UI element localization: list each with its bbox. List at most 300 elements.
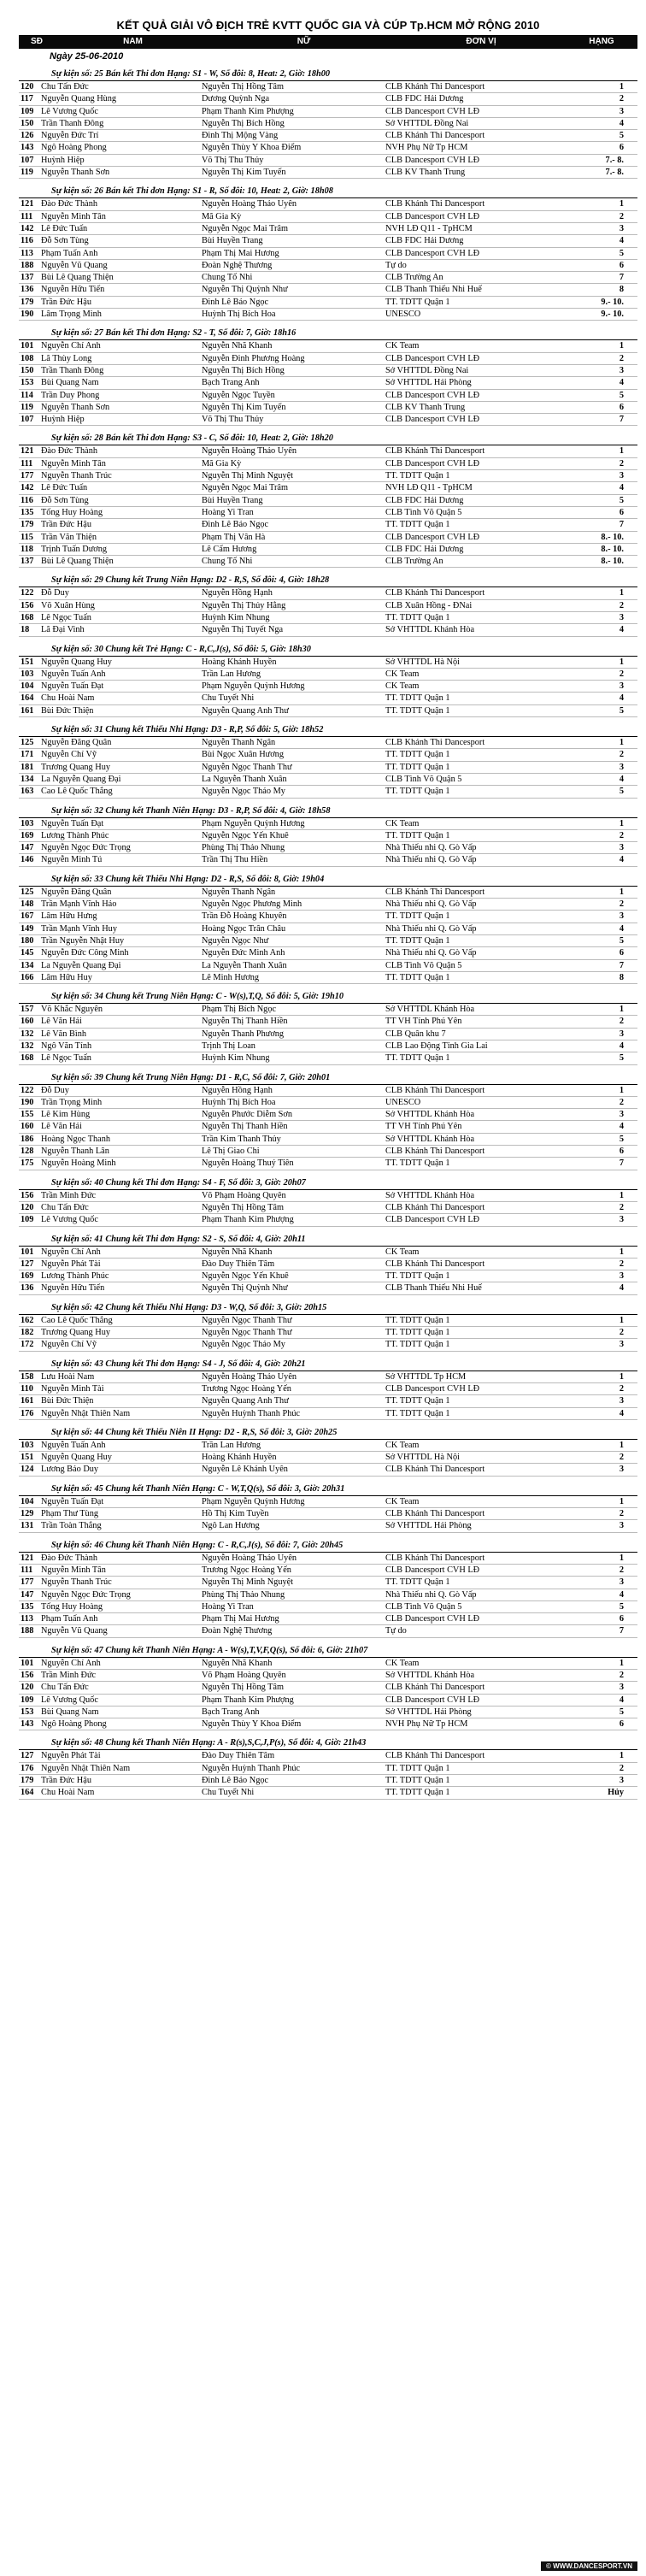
unit-name: CK Team [385,1496,420,1506]
male-dancer: Nguyễn Tuấn Đạt [41,681,104,692]
rank: 3 [619,106,624,116]
rank: 1 [619,1247,624,1257]
table-row [19,272,637,284]
male-dancer: Trương Quang Huy [41,1328,111,1338]
unit-name: CLB Khánh Thi Dancesport [385,1147,485,1157]
rank: 3 [619,471,624,481]
table-row [19,1097,637,1109]
female-dancer: Nguyễn Hồng Hạnh [202,1085,273,1095]
male-dancer: Chu Tấn Đức [41,1683,89,1693]
unit-name: CK Team [385,1247,420,1257]
female-dancer: Nguyễn Nhã Khanh [202,1247,273,1257]
unit-name: CLB Dancesport CVH LĐ [385,155,480,165]
unit-name: NVH Phụ Nữ Tp HCM [385,1719,468,1730]
female-dancer: Nguyễn Thị Bích Hồng [202,118,285,128]
table-row [19,1270,637,1282]
rank: 6 [619,143,624,153]
table-row [19,899,637,911]
rank: 7.- 8. [605,168,624,178]
table-row [19,1589,637,1601]
table-row [19,106,637,118]
female-dancer: Chu Tuyết Nhi [202,1788,255,1798]
female-dancer: Chu Tuyết Nhi [202,693,255,704]
unit-name: CLB Khánh Thi Dancesport [385,738,485,748]
event-title: Sự kiện số: 25 Bán kết Thi đơn Hạng: S1 - W, Số đôi: 8, Heat: 2, Giờ: 18h00 [19,62,637,81]
male-dancer: Nguyễn Nhật Thiên Nam [41,1408,131,1418]
table-row [19,1040,637,1052]
unit-name: TT. TDTT Quận 1 [385,1408,450,1418]
bib-number: 109 [21,106,34,116]
table-row [19,1315,637,1327]
table-row [19,445,637,457]
female-dancer: Trần Kim Thanh Thủy [202,1134,281,1144]
table-row [19,887,637,899]
table-row [19,762,637,774]
bib-number: 158 [21,1371,34,1382]
table-row [19,1670,637,1682]
event-section [19,867,637,984]
female-dancer: Nguyễn Thị Minh Nguyệt [202,1577,294,1588]
rank: 3 [619,1521,624,1531]
rank: 2 [619,458,624,469]
rank: 1 [619,1005,624,1015]
bib-number: 132 [21,1041,34,1051]
unit-name: CLB Khánh Thi Dancesport [385,1259,485,1269]
female-dancer: Nguyễn Thị Hồng Tâm [202,1202,285,1212]
male-dancer: Tống Huy Hoàng [41,1601,103,1612]
event-section [19,1170,637,1227]
rank: 8 [619,972,624,982]
table-row [19,911,637,923]
unit-name: CLB Khánh Thi Dancesport [385,131,485,141]
table-row [19,198,637,210]
female-dancer: Bạch Trang Anh [202,1707,260,1717]
female-dancer: Nguyễn Hoàng Thảo Uyên [202,199,297,209]
female-dancer: Trần Đỗ Hoàng Khuyên [202,911,287,922]
female-dancer: Nguyễn Thị Tuyết Nga [202,625,284,635]
bib-number: 150 [21,118,34,128]
event-title: Sự kiện số: 42 Chung kết Thiếu Nhi Hạng: D3 - W,Q, Số đôi: 3, Giờ: 20h15 [19,1295,637,1315]
bib-number: 153 [21,378,34,388]
unit-name: TT. TDTT Quận 1 [385,520,450,530]
bib-number: 18 [21,625,30,635]
rank: 2 [619,600,624,610]
rank: 1 [619,82,624,91]
female-dancer: Phạm Nguyễn Quỳnh Hương [202,818,305,828]
table-row [19,1601,637,1613]
male-dancer: Chu Hoài Nam [41,1788,95,1798]
rank: 2 [619,1565,624,1575]
male-dancer: Nguyễn Chí Anh [41,1247,101,1257]
male-dancer: Bùi Lê Quang Thiện [41,273,114,283]
bib-number: 164 [21,1788,34,1798]
table-row [19,854,637,866]
unit-name: Nhà Thiếu nhi Q. Gò Vấp [385,948,477,958]
unit-name: TT. TDTT Quận 1 [385,1271,450,1282]
male-dancer: Lương Bảo Duy [41,1465,99,1475]
table-row [19,842,637,854]
rank: 1 [619,887,624,897]
unit-name: Sở VHTTDL Khánh Hòa [385,1190,475,1200]
rank: 3 [619,612,624,622]
bib-number: 128 [21,1147,34,1157]
male-dancer: Hoàng Ngọc Thanh [41,1134,111,1144]
table-row [19,309,637,321]
rank: 1 [619,1440,624,1450]
table-row [19,705,637,717]
rank: 4 [619,855,624,865]
female-dancer: Đào Duy Thiên Tâm [202,1751,275,1761]
male-dancer: Trần Đức Hậu [41,520,91,530]
event-section [19,637,637,717]
unit-name: NVH Phụ Nữ Tp HCM [385,143,468,153]
unit-name: CK Team [385,341,420,351]
rank: 2 [619,1097,624,1107]
female-dancer: Nguyễn Ngọc Phương Minh [202,899,302,910]
male-dancer: Lâm Hữu Hưng [41,911,97,922]
bib-number: 103 [21,669,34,679]
female-dancer: Đoàn Nghệ Thương [202,260,273,270]
table-row [19,1259,637,1270]
female-dancer: Nguyễn Thị Kim Tuyến [202,402,286,412]
unit-name: TT. TDTT Quận 1 [385,935,450,946]
male-dancer: Võ Khắc Nguyên [41,1005,103,1015]
bib-number: 120 [21,82,34,91]
female-dancer: La Nguyễn Thanh Xuân [202,774,287,784]
male-dancer: Trần Mạnh Vĩnh Hảo [41,899,117,910]
bib-number: 107 [21,415,34,425]
male-dancer: Nguyễn Nhật Thiên Nam [41,1763,131,1773]
table-row [19,93,637,105]
rank: 5 [619,390,624,400]
male-dancer: Cao Lê Quốc Thắng [41,1315,113,1325]
unit-name: Nhà Thiếu nhi Q. Gò Vấp [385,855,477,865]
unit-name: Nhà Thiếu nhi Q. Gò Vấp [385,923,477,934]
bib-number: 172 [21,1340,34,1350]
male-dancer: Lê Vương Quốc [41,1215,98,1225]
female-dancer: Trần Lan Hương [202,669,261,679]
table-row [19,81,637,93]
female-dancer: Nguyễn Hoàng Thảo Uyên [202,1553,297,1563]
female-dancer: Nguyễn Quang Anh Thư [202,705,289,716]
rank: 6 [619,948,624,958]
female-dancer: Huỳnh Thị Bích Hoa [202,1097,276,1107]
table-row [19,1085,637,1097]
table-row [19,365,637,377]
male-dancer: Nguyễn Chí Anh [41,1658,101,1668]
rank: 5 [619,1134,624,1144]
female-dancer: Lê Cẩm Hương [202,544,257,554]
unit-name: CLB Khánh Thi Dancesport [385,1553,485,1563]
male-dancer: Nguyễn Chí Vỹ [41,750,97,760]
bib-number: 160 [21,1122,34,1132]
unit-name: TT. TDTT Quận 1 [385,471,450,481]
bib-number: 111 [21,458,33,469]
bib-number: 135 [21,1601,34,1612]
male-dancer: Nguyễn Chí Vỹ [41,1340,97,1350]
table-row [19,669,637,681]
bib-number: 101 [21,341,34,351]
rank: 3 [619,1577,624,1588]
bib-number: 103 [21,1440,34,1450]
female-dancer: Dương Quỳnh Nga [202,94,270,104]
rank: 9.- 10. [601,297,624,307]
rank: 2 [619,1383,624,1394]
rank: 1 [619,1315,624,1325]
male-dancer: La Nguyễn Quang Đại [41,960,121,970]
rank: 1 [619,446,624,457]
table-header [19,35,637,49]
male-dancer: Võ Xuân Hùng [41,600,95,610]
bib-number: 149 [21,923,34,934]
table-row [19,223,637,235]
bib-number: 155 [21,1110,34,1120]
event-section [19,1352,637,1420]
table-row [19,1763,637,1775]
male-dancer: Lê Ngọc Tuấn [41,1053,91,1064]
unit-name: CLB Quân khu 7 [385,1029,446,1039]
male-dancer: Đào Đức Thành [41,446,98,457]
rank: 3 [619,1465,624,1475]
unit-name: CLB Dancesport CVH LĐ [385,1565,480,1575]
male-dancer: Nguyễn Thanh Trúc [41,1577,112,1588]
female-dancer: Đinh Thị Mộng Vàng [202,131,279,141]
unit-name: Sở VHTTDL Khánh Hòa [385,1005,475,1015]
bib-number: 179 [21,297,34,307]
female-dancer: Nguyễn Thị Kim Tuyến [202,168,286,178]
table-row [19,1553,637,1565]
bib-number: 104 [21,1496,34,1506]
unit-name: TT. TDTT Quận 1 [385,693,450,704]
bib-number: 147 [21,843,34,853]
bib-number: 119 [21,402,33,412]
table-row [19,1718,637,1730]
unit-name: Sở VHTTDL Khánh Hòa [385,625,475,635]
table-row [19,248,637,260]
rank: 4 [619,236,624,246]
female-dancer: Hoàng Khánh Huyền [202,1453,277,1463]
rank: 1 [619,657,624,667]
rank: 1 [619,818,624,828]
unit-name: CLB Khánh Thi Dancesport [385,1509,485,1519]
male-dancer: Trần Thanh Đông [41,118,104,128]
bib-number: 190 [21,1097,34,1107]
bib-number: 166 [21,972,34,982]
table-row [19,260,637,272]
male-dancer: Lê Văn Hải [41,1017,82,1027]
table-row [19,624,637,636]
female-dancer: Phạm Thị Mai Hương [202,248,279,258]
bib-number: 104 [21,681,34,692]
bib-number: 167 [21,911,34,922]
bib-number: 161 [21,705,34,716]
table-row [19,1707,637,1718]
female-dancer: Phạm Thị Vân Hà [202,532,266,542]
rank: 7 [619,520,624,530]
unit-name: CLB Lao Động Tỉnh Gia Lai [385,1041,488,1051]
unit-name: CLB Khánh Thi Dancesport [385,1751,485,1761]
female-dancer: Trần Lan Hương [202,1440,261,1450]
unit-name: CK Team [385,1440,420,1450]
female-dancer: Phạm Thanh Kim Phượng [202,1215,294,1225]
male-dancer: Trần Duy Phong [41,390,100,400]
rank: 9.- 10. [601,309,624,320]
table-row [19,972,637,984]
unit-name: CLB Khánh Thi Dancesport [385,1085,485,1095]
rank: 1 [619,199,624,209]
rank: 3 [619,365,624,375]
table-row [19,600,637,612]
female-dancer: Đào Duy Thiên Tâm [202,1259,275,1269]
footer-url[interactable]: © WWW.DANCESPORT.VN [541,2561,637,2571]
rank: 6 [619,1147,624,1157]
unit-name: NVH LĐ Q11 - TpHCM [385,483,473,493]
bib-number: 113 [21,1614,33,1624]
male-dancer: Nguyễn Phát Tài [41,1259,101,1269]
rank: 3 [619,1110,624,1120]
rank: 2 [619,1763,624,1773]
male-dancer: Lê Kim Hùng [41,1110,91,1120]
table-row [19,1282,637,1294]
rank: 4 [619,378,624,388]
table-row [19,749,637,761]
rank: 3 [619,1396,624,1406]
bib-number: 168 [21,1053,34,1064]
unit-name: TT. TDTT Quận 1 [385,1340,450,1350]
female-dancer: Nguyễn Thị Thanh Hiền [202,1122,288,1132]
male-dancer: Nguyễn Tuấn Đạt [41,818,104,828]
male-dancer: Phạm Tuấn Anh [41,248,98,258]
rank: 2 [619,750,624,760]
male-dancer: Nguyễn Minh Tài [41,1383,104,1394]
bib-number: 169 [21,830,34,840]
bib-number: 176 [21,1408,34,1418]
male-dancer: Trần Đức Hậu [41,297,91,307]
event-title: Sự kiện số: 27 Bán kết Thi đơn Hạng: S2 - T, Số đôi: 7, Giờ: 18h16 [19,321,637,340]
unit-name: CLB FDC Hải Dương [385,236,464,246]
female-dancer: Đinh Lê Bảo Ngọc [202,297,269,307]
male-dancer: Trần Nguyễn Nhật Huy [41,935,125,946]
table-row [19,1371,637,1383]
male-dancer: Nguyễn Minh Tú [41,855,103,865]
bib-number: 115 [21,532,33,542]
table-row [19,1613,637,1625]
bib-number: 188 [21,260,34,270]
rank: 2 [619,669,624,679]
unit-name: Sở VHTTDL Đồng Nai [385,118,469,128]
event-title: Sự kiện số: 30 Chung kết Trẻ Hạng: C - R,C,J(s), Số đôi: 5, Giờ: 18h30 [19,637,637,657]
bib-number: 186 [21,1134,34,1144]
bib-number: 180 [21,935,34,946]
male-dancer: Cao Lê Quốc Thắng [41,787,113,797]
table-row [19,507,637,519]
male-dancer: Nguyễn Hữu Tiến [41,1283,105,1294]
bib-number: 136 [21,1283,34,1294]
rank: 6 [619,260,624,270]
bib-number: 116 [21,236,33,246]
female-dancer: Huỳnh Thị Bích Hoa [202,309,276,320]
bib-number: 107 [21,155,34,165]
female-dancer: Bùi Huyền Trang [202,495,263,505]
rank: 2 [619,1328,624,1338]
rank: 5 [619,787,624,797]
female-dancer: Nguyễn Thị Hồng Tâm [202,1683,285,1693]
bib-number: 129 [21,1509,34,1519]
unit-name: CLB Dancesport CVH LĐ [385,1614,480,1624]
female-dancer: Nguyễn Nhã Khanh [202,1658,273,1668]
rank: 4 [619,1589,624,1600]
female-dancer: Đoàn Nghệ Thương [202,1626,273,1636]
male-dancer: Trần Minh Đức [41,1670,97,1680]
female-dancer: Trần Thị Thu Hiền [202,855,268,865]
female-dancer: Nguyễn Ngọc Như [202,935,269,946]
male-dancer: Trần Minh Đức [41,1190,97,1200]
header-name: NAM [123,37,143,46]
table-row [19,532,637,544]
bib-number: 122 [21,588,34,598]
bib-number: 109 [21,1695,34,1705]
table-row [19,923,637,935]
male-dancer: Ngô Hoàng Phong [41,143,107,153]
bib-number: 103 [21,818,34,828]
female-dancer: Hoàng Yi Tran [202,1601,254,1612]
female-dancer: Nguyễn Thị Bích Hồng [202,365,285,375]
male-dancer: Trần Toàn Thắng [41,1521,102,1531]
female-dancer: Phạm Thanh Kim Phượng [202,106,294,116]
table-row [19,1052,637,1064]
male-dancer: Đỗ Sơn Tùng [41,236,89,246]
male-dancer: Bùi Lê Quang Thiện [41,557,114,567]
unit-name: Sở VHTTDL Hải Phòng [385,1521,472,1531]
unit-name: CLB Khánh Thi Dancesport [385,199,485,209]
rank: 6 [619,507,624,517]
bib-number: 126 [21,131,34,141]
male-dancer: Trương Quang Huy [41,762,111,772]
male-dancer: Lê Vương Quốc [41,106,98,116]
header-rank: HẠNG [589,37,614,46]
unit-name: UNESCO [385,1097,421,1107]
unit-name: CLB Dancesport CVH LĐ [385,390,480,400]
event-section [19,321,637,426]
male-dancer: Nguyễn Quang Huy [41,1453,112,1463]
female-dancer: Nguyễn Nhã Khanh [202,341,273,351]
table-row [19,1395,637,1407]
female-dancer: Nguyễn Ngọc Tuyền [202,390,275,400]
table-row [19,1247,637,1259]
table-row [19,142,637,154]
male-dancer: Lưu Hoài Nam [41,1371,95,1382]
unit-name: NVH LĐ Q11 - TpHCM [385,223,473,233]
bib-number: 168 [21,612,34,622]
unit-name: Tự do [385,1626,407,1636]
table-row [19,947,637,959]
male-dancer: Nguyễn Thanh Sơn [41,168,110,178]
unit-name: TT. TDTT Quận 1 [385,762,450,772]
male-dancer: Nguyễn Minh Tân [41,211,106,221]
rank: 2 [619,1670,624,1680]
female-dancer: Nguyễn Ngọc Thảo My [202,1340,285,1350]
table-row [19,414,637,426]
female-dancer: Nguyễn Thị Thủy Hằng [202,600,286,610]
table-row [19,353,637,365]
table-row [19,1214,637,1226]
table-row [19,377,637,389]
male-dancer: Đỗ Sơn Tùng [41,495,89,505]
table-row [19,1158,637,1170]
header-sd: SĐ [31,37,43,46]
table-row [19,390,637,402]
unit-name: Nhà Thiếu nhi Q. Gò Vấp [385,843,477,853]
